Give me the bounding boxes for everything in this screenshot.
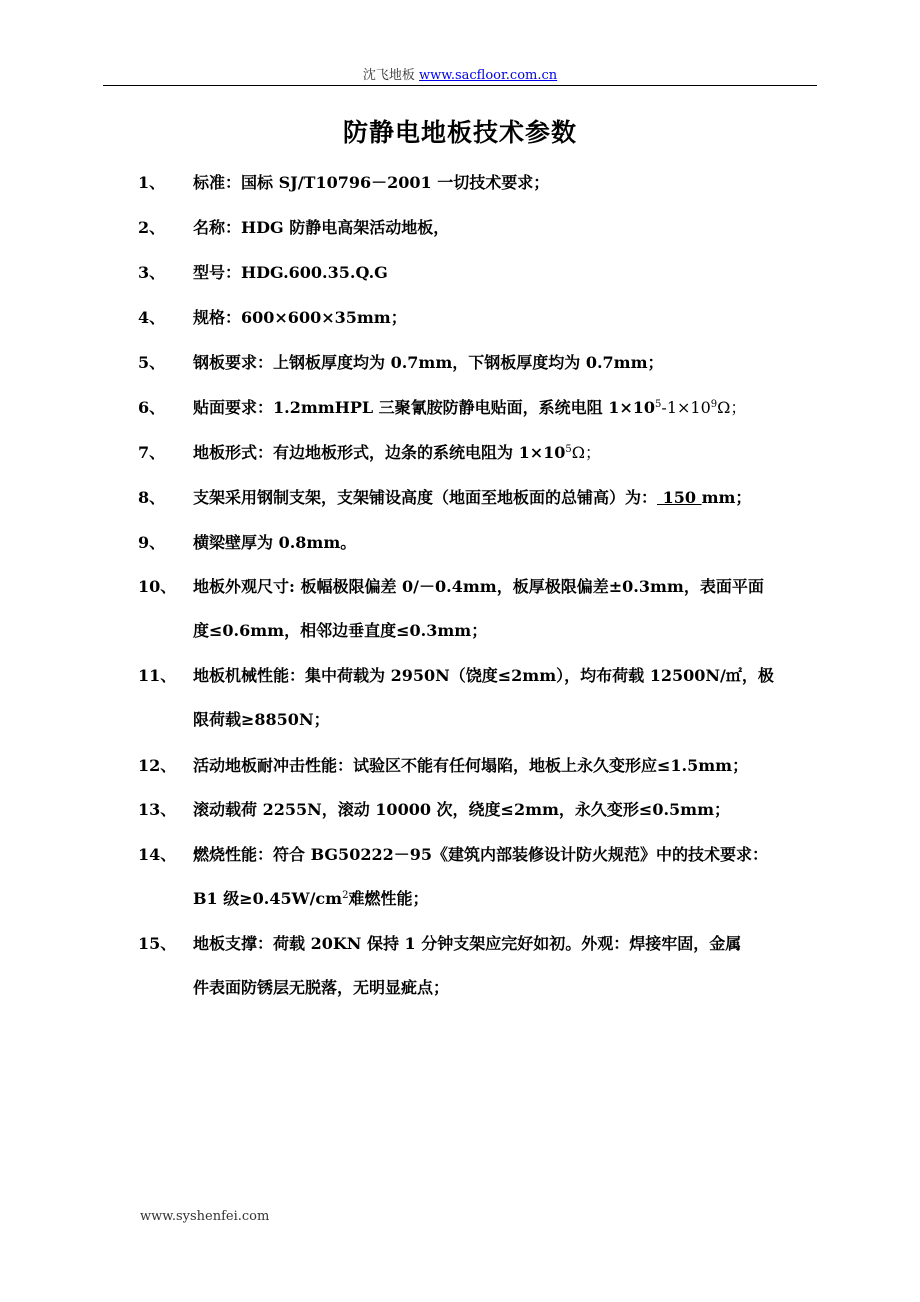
- spec-line: 型号：HDG.600.35.Q.G: [193, 263, 388, 282]
- spec-line: 名称：HDG 防静电高架活动地板，: [193, 218, 450, 237]
- spec-text: [193, 206, 823, 250]
- height-value: 150: [657, 488, 702, 507]
- spec-line: 横梁壁厚为 0.8mm。: [193, 533, 357, 552]
- exponent: 5: [655, 399, 662, 410]
- spec-line: 钢板要求：上钢板厚度均为 0.7mm，下钢板厚度均为 0.7mm；: [193, 353, 664, 372]
- spec-line-suffix: 难燃性能；: [348, 889, 429, 908]
- spec-text: [193, 565, 823, 653]
- spec-number: 8、: [138, 488, 166, 507]
- exponent: 5: [565, 444, 572, 455]
- spec-number: 5、: [138, 353, 166, 372]
- spec-text: [193, 654, 823, 742]
- spec-text: [193, 341, 823, 385]
- spec-number: 3、: [138, 263, 166, 282]
- spec-text: [193, 788, 823, 832]
- spec-line: 滚动载荷 2255N，滚动 10000 次，绕度≤2mm，永久变形≤0.5mm；: [193, 800, 731, 819]
- spec-line: 活动地板耐冲击性能：试验区不能有任何塌陷，地板上永久变形应≤1.5mm；: [193, 756, 749, 775]
- spec-number: 6、: [138, 398, 166, 417]
- spec-number: 14、: [138, 845, 177, 864]
- spec-text: [193, 476, 823, 520]
- spec-line: [193, 386, 823, 430]
- spec-line: 地板支撑：荷载 20KN 保持 1 分钟支架应完好如初。外观：焊接牢固，金属: [193, 934, 742, 953]
- exponent: 2: [342, 890, 349, 901]
- spec-line-mid: -1×10: [661, 398, 711, 417]
- spec-line: 件表面防锈层无脱落，无明显疵点；: [193, 978, 450, 997]
- spec-text: [193, 744, 823, 788]
- exponent: 9: [710, 399, 718, 410]
- header-site-link[interactable]: www.sacfloor.com.cn: [419, 68, 558, 83]
- page-header: [0, 64, 920, 83]
- spec-line: 地板外观尺寸: 板幅极限偏差 0/－0.4mm，板厚极限偏差±0.3mm，表面平面: [193, 577, 764, 596]
- spec-line-suffix: Ω；: [571, 443, 602, 462]
- spec-text: [193, 296, 823, 340]
- spec-line: 度≤0.6mm，相邻边垂直度≤0.3mm；: [193, 621, 488, 640]
- spec-number: 15、: [138, 934, 177, 953]
- spec-text: [193, 386, 823, 430]
- spec-text: [193, 521, 823, 565]
- spec-text: [193, 251, 823, 295]
- spec-line-suffix: mm；: [701, 488, 752, 507]
- spec-number: 1、: [138, 173, 166, 192]
- spec-line: 标准：国标 SJ/T10796－2001 一切技术要求；: [193, 173, 550, 192]
- footer-site-link[interactable]: www.syshenfei.com: [140, 1209, 270, 1224]
- spec-text: [193, 161, 823, 205]
- spec-text: [193, 431, 823, 475]
- spec-line-prefix: 贴面要求：1.2mmHPL 三聚氰胺防静电贴面，系统电阻 1×10: [193, 398, 656, 417]
- spec-line: 燃烧性能：符合 BG50222－95《建筑内部装修设计防火规范》中的技术要求：: [193, 845, 768, 864]
- spec-line: [193, 476, 823, 520]
- header-company: 沈飞地板: [362, 68, 415, 83]
- spec-line-prefix: B1 级≥0.45W/cm: [193, 889, 343, 908]
- spec-number: 13、: [138, 800, 177, 819]
- spec-line: [193, 431, 823, 475]
- spec-line: 地板机械性能：集中荷载为 2950N（饶度≤2mm），均布荷载 12500N/㎡，极: [193, 666, 774, 685]
- spec-line-prefix: 地板形式：有边地板形式，边条的系统电阻为 1×10: [193, 443, 566, 462]
- spec-number: 4、: [138, 308, 166, 327]
- spec-number: 10、: [138, 577, 177, 596]
- header-divider: [103, 85, 817, 86]
- spec-line-suffix: Ω；: [717, 398, 747, 417]
- spec-number: 11、: [138, 666, 177, 685]
- spec-line-prefix: 支架采用钢制支架，支架铺设高度（地面至地板面的总铺高）为：: [193, 488, 658, 507]
- page-title: 防静电地板技术参数: [342, 118, 577, 147]
- spec-line: 规格：600×600×35mm；: [193, 308, 407, 327]
- spec-line: [193, 877, 823, 921]
- spec-text: [193, 833, 823, 921]
- spec-line: 限荷载≥8850N；: [193, 710, 330, 729]
- spec-number: 12、: [138, 756, 177, 775]
- spec-text: [193, 922, 823, 1010]
- spec-number: 9、: [138, 533, 166, 552]
- spec-number: 2、: [138, 218, 166, 237]
- spec-number: 7、: [138, 443, 166, 462]
